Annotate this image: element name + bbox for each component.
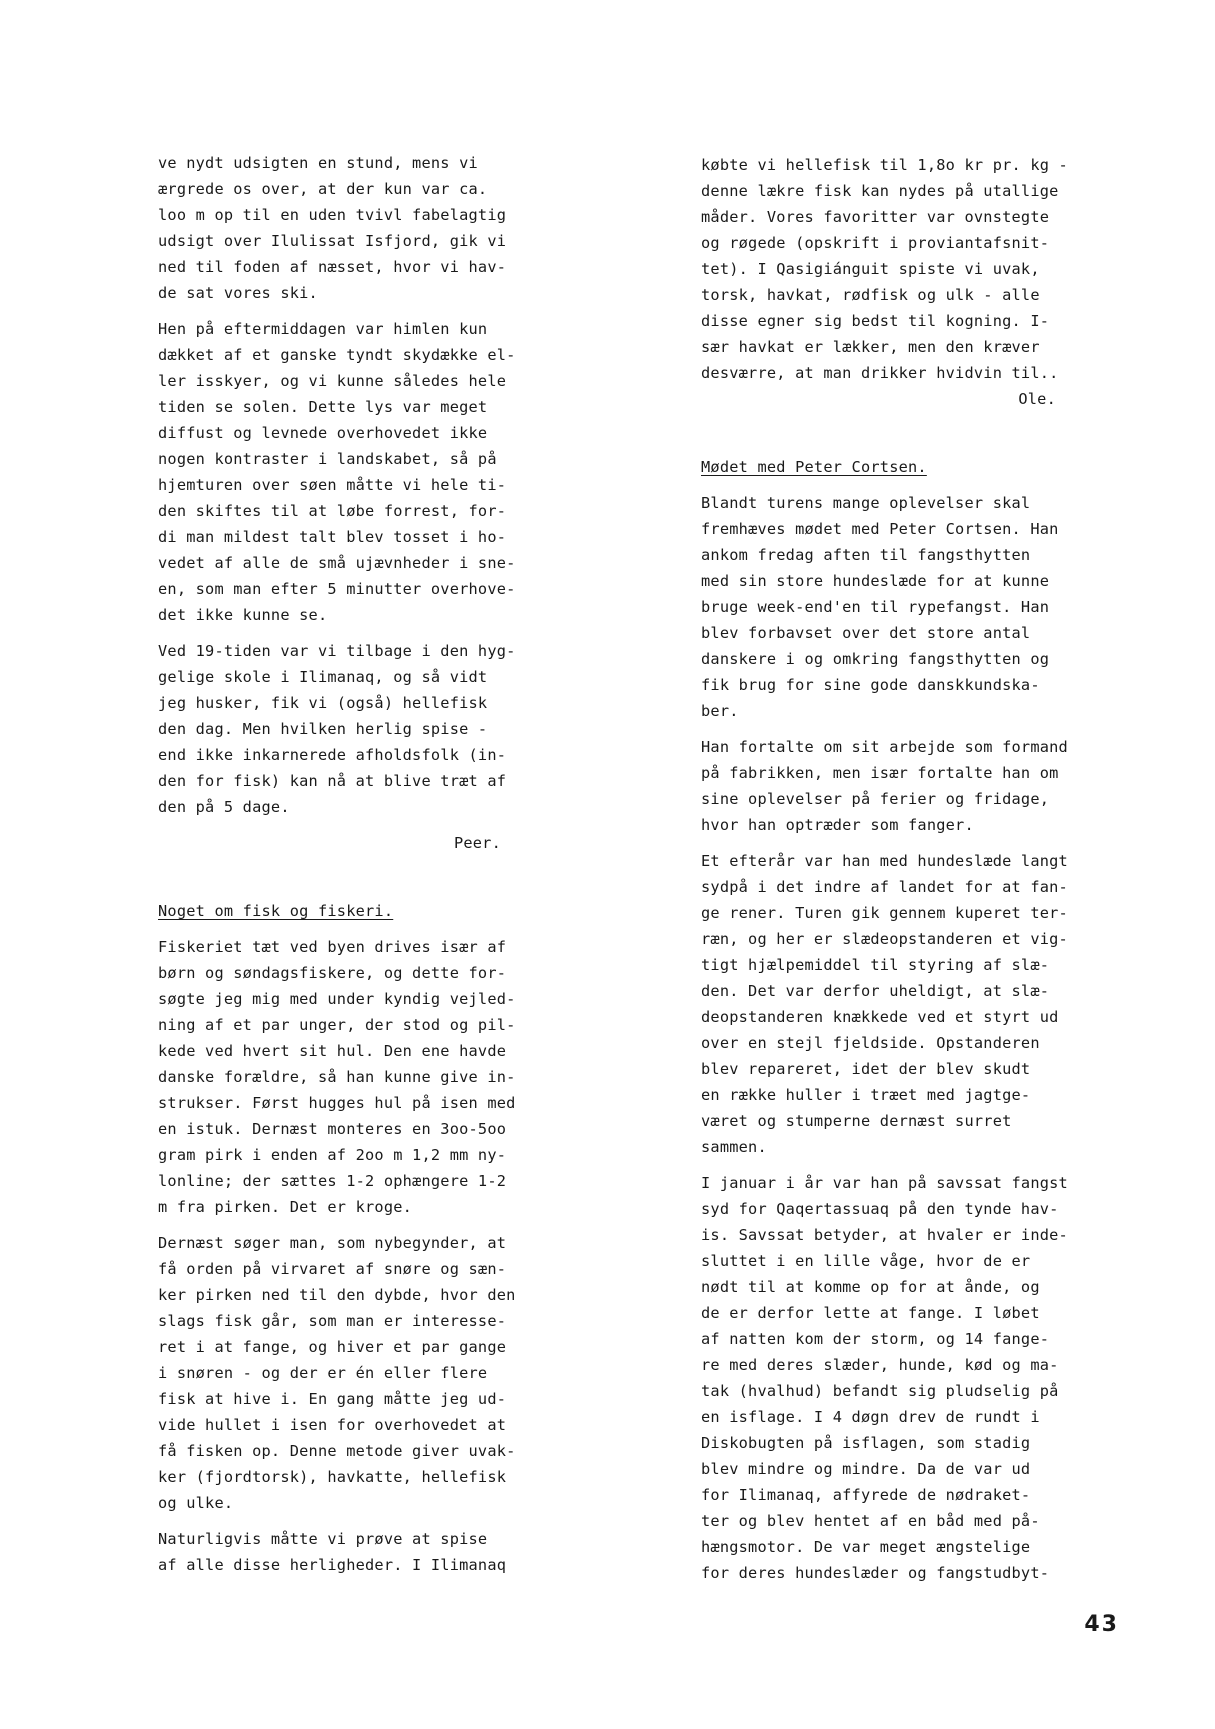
text-line: ankom fredag aften til fangsthytten bbox=[701, 546, 1031, 564]
text-line: end ikke inkarnerede afholdsfolk (in- bbox=[158, 746, 507, 764]
text-line: tigt hjælpemiddel til styring af slæ- bbox=[701, 956, 1050, 974]
text-line: blev repareret, idet der blev skudt bbox=[701, 1060, 1031, 1078]
text-line: den skiftes til at løbe forrest, for- bbox=[158, 502, 507, 520]
text-line: af natten kom der storm, og 14 fange- bbox=[701, 1330, 1050, 1348]
text-line: m fra pirken. Det er kroge. bbox=[158, 1198, 413, 1216]
text-line: deopstanderen knækkede ved et styrt ud bbox=[701, 1008, 1059, 1026]
left-column bbox=[158, 150, 553, 1578]
text-line: ler isskyer, og vi kunne således hele bbox=[158, 372, 507, 390]
text-line: hængsmotor. De var meget ængstelige bbox=[701, 1538, 1031, 1556]
text-line: den på 5 dage. bbox=[158, 798, 290, 816]
text-line: danskere i og omkring fangsthytten og bbox=[701, 650, 1050, 668]
text-line: og ulke. bbox=[158, 1494, 234, 1512]
text-line: Et efterår var han med hundeslæde langt bbox=[701, 852, 1068, 870]
text-line: Ved 19-tiden var vi tilbage i den hyg- bbox=[158, 642, 516, 660]
text-line: på fabrikken, men især fortalte han om bbox=[701, 764, 1059, 782]
text-line: Han fortalte om sit arbejde som formand bbox=[701, 738, 1068, 756]
text-line: de sat vores ski. bbox=[158, 284, 318, 302]
text-line: Blandt turens mange oplevelser skal bbox=[701, 494, 1031, 512]
text-line: dækket af et ganske tyndt skydække el- bbox=[158, 346, 516, 364]
text-line: sydpå i det indre af landet for at fan- bbox=[701, 878, 1068, 896]
text-line: diffust og levnede overhovedet ikke bbox=[158, 424, 488, 442]
text-line: Dernæst søger man, som nybegynder, at bbox=[158, 1234, 507, 1252]
text-line: få fisken op. Denne metode giver uvak- bbox=[158, 1442, 516, 1460]
text-line: ker pirken ned til den dybde, hvor den bbox=[158, 1286, 516, 1304]
text-line: kede ved hvert sit hul. Den ene havde bbox=[158, 1042, 507, 1060]
text-line: Hen på eftermiddagen var himlen kun bbox=[158, 320, 488, 338]
text-line: Diskobugten på isflagen, som stadig bbox=[701, 1434, 1031, 1452]
text-line: slags fisk går, som man er interesse- bbox=[158, 1312, 507, 1330]
text-line: hjemturen over søen måtte vi hele ti- bbox=[158, 476, 507, 494]
text-line: hvor han optræder som fanger. bbox=[701, 816, 974, 834]
text-line: den for fisk) kan nå at blive træt af bbox=[158, 772, 507, 790]
paragraph bbox=[158, 934, 553, 1220]
signature-ole: Ole. bbox=[1018, 390, 1056, 408]
text-line: ter og blev hentet af en båd med på- bbox=[701, 1512, 1040, 1530]
text-line: fisk at hive i. En gang måtte jeg ud- bbox=[158, 1390, 507, 1408]
paragraph bbox=[701, 848, 1111, 1160]
text-line: de er derfor lette at fange. I løbet bbox=[701, 1304, 1040, 1322]
text-line: syd for Qaqertassuaq på den tynde hav- bbox=[701, 1200, 1059, 1218]
right-column bbox=[701, 152, 1111, 1586]
text-line: ber. bbox=[701, 702, 739, 720]
text-line: ræn, og her er slædeopstanderen et vig- bbox=[701, 930, 1068, 948]
text-line: tak (hvalhud) befandt sig pludselig på bbox=[701, 1382, 1059, 1400]
text-line: en række huller i træet med jagtge- bbox=[701, 1086, 1031, 1104]
text-line: købte vi hellefisk til 1,8o kr pr. kg - bbox=[701, 156, 1068, 174]
section-heading-fiskeri: Noget om fisk og fiskeri. bbox=[158, 902, 394, 920]
text-line: i snøren - og der er én eller flere bbox=[158, 1364, 488, 1382]
text-line: og røgede (opskrift i proviantafsnit- bbox=[701, 234, 1050, 252]
text-line: ærgrede os over, at der kun var ca. bbox=[158, 180, 488, 198]
text-line: bruge week-end'en til rypefangst. Han bbox=[701, 598, 1050, 616]
text-line: sine oplevelser på ferier og fridage, bbox=[701, 790, 1050, 808]
text-line: gelige skole i Ilimanaq, og så vidt bbox=[158, 668, 488, 686]
text-line: børn og søndagsfiskere, og dette for- bbox=[158, 964, 507, 982]
text-line: den. Det var derfor uheldigt, at slæ- bbox=[701, 982, 1050, 1000]
text-line: udsigt over Ilulissat Isfjord, gik vi bbox=[158, 232, 507, 250]
text-line: nogen kontraster i landskabet, så på bbox=[158, 450, 497, 468]
text-line: blev forbavset over det store antal bbox=[701, 624, 1031, 642]
text-line: disse egner sig bedst til kogning. I- bbox=[701, 312, 1050, 330]
text-line: desværre, at man drikker hvidvin til.. bbox=[701, 364, 1059, 382]
text-line: fik brug for sine gode danskkundska- bbox=[701, 676, 1040, 694]
text-line: I januar i år var han på savssat fangst bbox=[701, 1174, 1068, 1192]
paragraph bbox=[701, 490, 1111, 724]
text-line: ned til foden af næsset, hvor vi hav- bbox=[158, 258, 507, 276]
text-line: danske forældre, så han kunne give in- bbox=[158, 1068, 516, 1086]
text-line: en, som man efter 5 minutter overhove- bbox=[158, 580, 516, 598]
text-line: nødt til at komme op for at ånde, og bbox=[701, 1278, 1040, 1296]
paragraph bbox=[701, 734, 1111, 838]
text-line: vide hullet i isen for overhovedet at bbox=[158, 1416, 507, 1434]
text-line: fremhæves mødet med Peter Cortsen. Han bbox=[701, 520, 1059, 538]
text-line: for deres hundeslæder og fangstudbyt- bbox=[701, 1564, 1050, 1582]
text-line: været og stumperne dernæst surret bbox=[701, 1112, 1012, 1130]
text-line: di man mildest talt blev tosset i ho- bbox=[158, 528, 507, 546]
text-line: det ikke kunne se. bbox=[158, 606, 328, 624]
text-line: med sin store hundeslæde for at kunne bbox=[701, 572, 1050, 590]
text-line: Naturligvis måtte vi prøve at spise bbox=[158, 1530, 488, 1548]
text-line: gram pirk i enden af 2oo m 1,2 mm ny- bbox=[158, 1146, 507, 1164]
paragraph bbox=[158, 150, 553, 306]
signature-peer: Peer. bbox=[453, 834, 501, 852]
text-line: af alle disse herligheder. I Ilimanaq bbox=[158, 1556, 507, 1574]
text-line: torsk, havkat, rødfisk og ulk - alle bbox=[701, 286, 1040, 304]
text-line: loo m op til en uden tvivl fabelagtig bbox=[158, 206, 507, 224]
paragraph bbox=[158, 1230, 553, 1516]
text-line: ve nydt udsigten en stund, mens vi bbox=[158, 154, 478, 172]
text-line: jeg husker, fik vi (også) hellefisk bbox=[158, 694, 488, 712]
text-line: Fiskeriet tæt ved byen drives især af bbox=[158, 938, 507, 956]
text-line: ker (fjordtorsk), havkatte, hellefisk bbox=[158, 1468, 507, 1486]
text-line: strukser. Først hugges hul på isen med bbox=[158, 1094, 516, 1112]
text-line: ret i at fange, og hiver et par gange bbox=[158, 1338, 507, 1356]
text-line: søgte jeg mig med under kyndig vejled- bbox=[158, 990, 516, 1008]
paragraph bbox=[701, 1170, 1111, 1586]
paragraph bbox=[701, 152, 1111, 386]
paragraph bbox=[158, 638, 553, 820]
text-line: en istuk. Dernæst monteres en 3oo-5oo bbox=[158, 1120, 507, 1138]
text-line: sammen. bbox=[701, 1138, 767, 1156]
text-line: tiden se solen. Dette lys var meget bbox=[158, 398, 488, 416]
text-line: for Ilimanaq, affyrede de nødraket- bbox=[701, 1486, 1031, 1504]
text-line: vedet af alle de små ujævnheder i sne- bbox=[158, 554, 516, 572]
text-line: over en stejl fjeldside. Opstanderen bbox=[701, 1034, 1040, 1052]
text-line: ning af et par unger, der stod og pil- bbox=[158, 1016, 516, 1034]
text-line: tet). I Qasigiánguit spiste vi uvak, bbox=[701, 260, 1040, 278]
text-line: måder. Vores favoritter var ovnstegte bbox=[701, 208, 1050, 226]
text-line: re med deres slæder, hunde, kød og ma- bbox=[701, 1356, 1059, 1374]
text-line: ge rener. Turen gik gennem kuperet ter- bbox=[701, 904, 1068, 922]
text-line: lonline; der sættes 1-2 ophængere 1-2 bbox=[158, 1172, 507, 1190]
text-line: sluttet i en lille våge, hvor de er bbox=[701, 1252, 1031, 1270]
text-line: en isflage. I 4 døgn drev de rundt i bbox=[701, 1408, 1040, 1426]
paragraph bbox=[158, 316, 553, 628]
paragraph bbox=[158, 1526, 553, 1578]
text-line: den dag. Men hvilken herlig spise - bbox=[158, 720, 488, 738]
section-heading-peter-cortsen: Mødet med Peter Cortsen. bbox=[701, 458, 927, 476]
text-line: blev mindre og mindre. Da de var ud bbox=[701, 1460, 1031, 1478]
text-line: sær havkat er lækker, men den kræver bbox=[701, 338, 1040, 356]
text-line: denne lækre fisk kan nydes på utallige bbox=[701, 182, 1059, 200]
page-number: 43 bbox=[1084, 1612, 1119, 1637]
text-line: is. Savssat betyder, at hvaler er inde- bbox=[701, 1226, 1068, 1244]
text-line: få orden på virvaret af snøre og sæn- bbox=[158, 1260, 507, 1278]
